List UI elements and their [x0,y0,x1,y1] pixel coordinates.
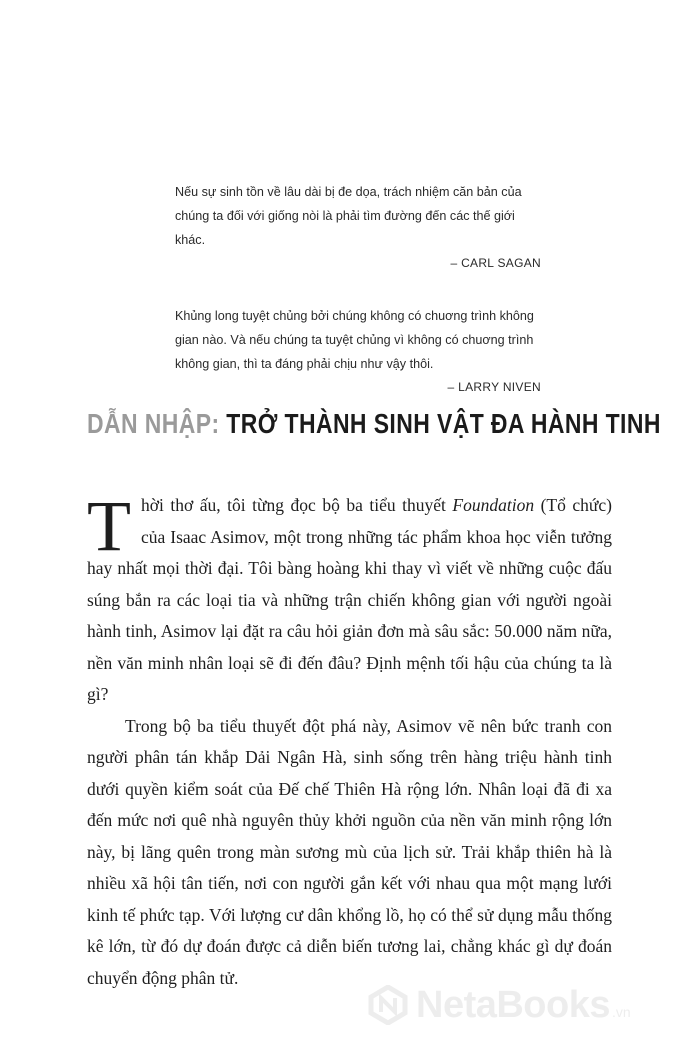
paragraph-1-part-a: hời thơ ấu, tôi từng đọc bộ ba tiểu thuyết [140,495,453,515]
epigraph-sagan [175,180,541,274]
chapter-main-title: TRỞ THÀNH SINH VẬT ĐA HÀNH TINH [226,408,661,439]
watermark-suffix: .vn [612,1004,631,1020]
watermark [368,975,688,1035]
chapter-prefix: DẪN NHẬP: [87,408,220,439]
epigraphs [175,180,541,398]
drop-cap: T [87,486,131,566]
paragraph-1-part-b: (Tổ chức) của Isaac Asimov, một trong những tác phẩm khoa học viễn tưởng hay nhất mọi thời đại. Tôi bàng hoàng khi thay vì viết về những cuộc đấu súng bắn ra các loại tia và những trận chiến không gian với người ngoài hành tinh, Asimov lại đặt ra câu hỏi giản đơn mà sâu sắc: 50.000 năm nữa, nền văn minh nhân loại sẽ đi đến đâu? Định mệnh tối hậu của chúng ta là gì? [87,495,612,704]
paragraph-1 [87,486,612,711]
paragraph-2: Trong bộ ba tiểu thuyết đột phá này, Asimov vẽ nên bức tranh con người phân tán khắp Dải Ngân Hà, sinh sống trên hàng triệu hành tinh dưới quyền kiểm soát của Đế chế Thiên Hà rộng lớn. Nhân loại đã đi xa đến mức nơi quê nhà nguyên thủy khởi nguồn của nền văn minh rộng lớn này, bị lãng quên trong màn sương mù của lịch sử. Trải khắp thiên hà là nhiều xã hội tân tiến, nơi con người gắn kết với nhau qua một mạng lưới kinh tế phức tạp. Với lượng cư dân khổng lồ, họ có thể sử dụng mẫu thống kê lớn, từ đó dự đoán được cả diễn biến tương lai, chẳng khác gì dự đoán chuyển động phân tử. [87,715,612,988]
book-title-foundation: Foundation [452,495,535,515]
chapter-title [87,404,661,444]
epigraph-text: Nếu sự sinh tồn về lâu dài bị đe dọa, trách nhiệm căn bản của chúng ta đối với giống nòi là phải tìm đường đến các thế giới khác. [175,185,522,247]
epigraph-author: – LARRY NIVEN [447,380,541,394]
epigraph-text: Khủng long tuyệt chủng bởi chúng không có chuơng trình không gian nào. Và nếu chúng ta tuyệt chủng vì không có chuơng trình không gian, thì ta đáng phải chịu như vậy thôi. [175,309,534,371]
epigraph-author: – CARL SAGAN [450,256,541,270]
netabooks-logo-icon [368,985,408,1025]
epigraph-niven [175,304,541,398]
body-text [87,486,612,994]
watermark-text: NetaBooks [416,983,610,1026]
